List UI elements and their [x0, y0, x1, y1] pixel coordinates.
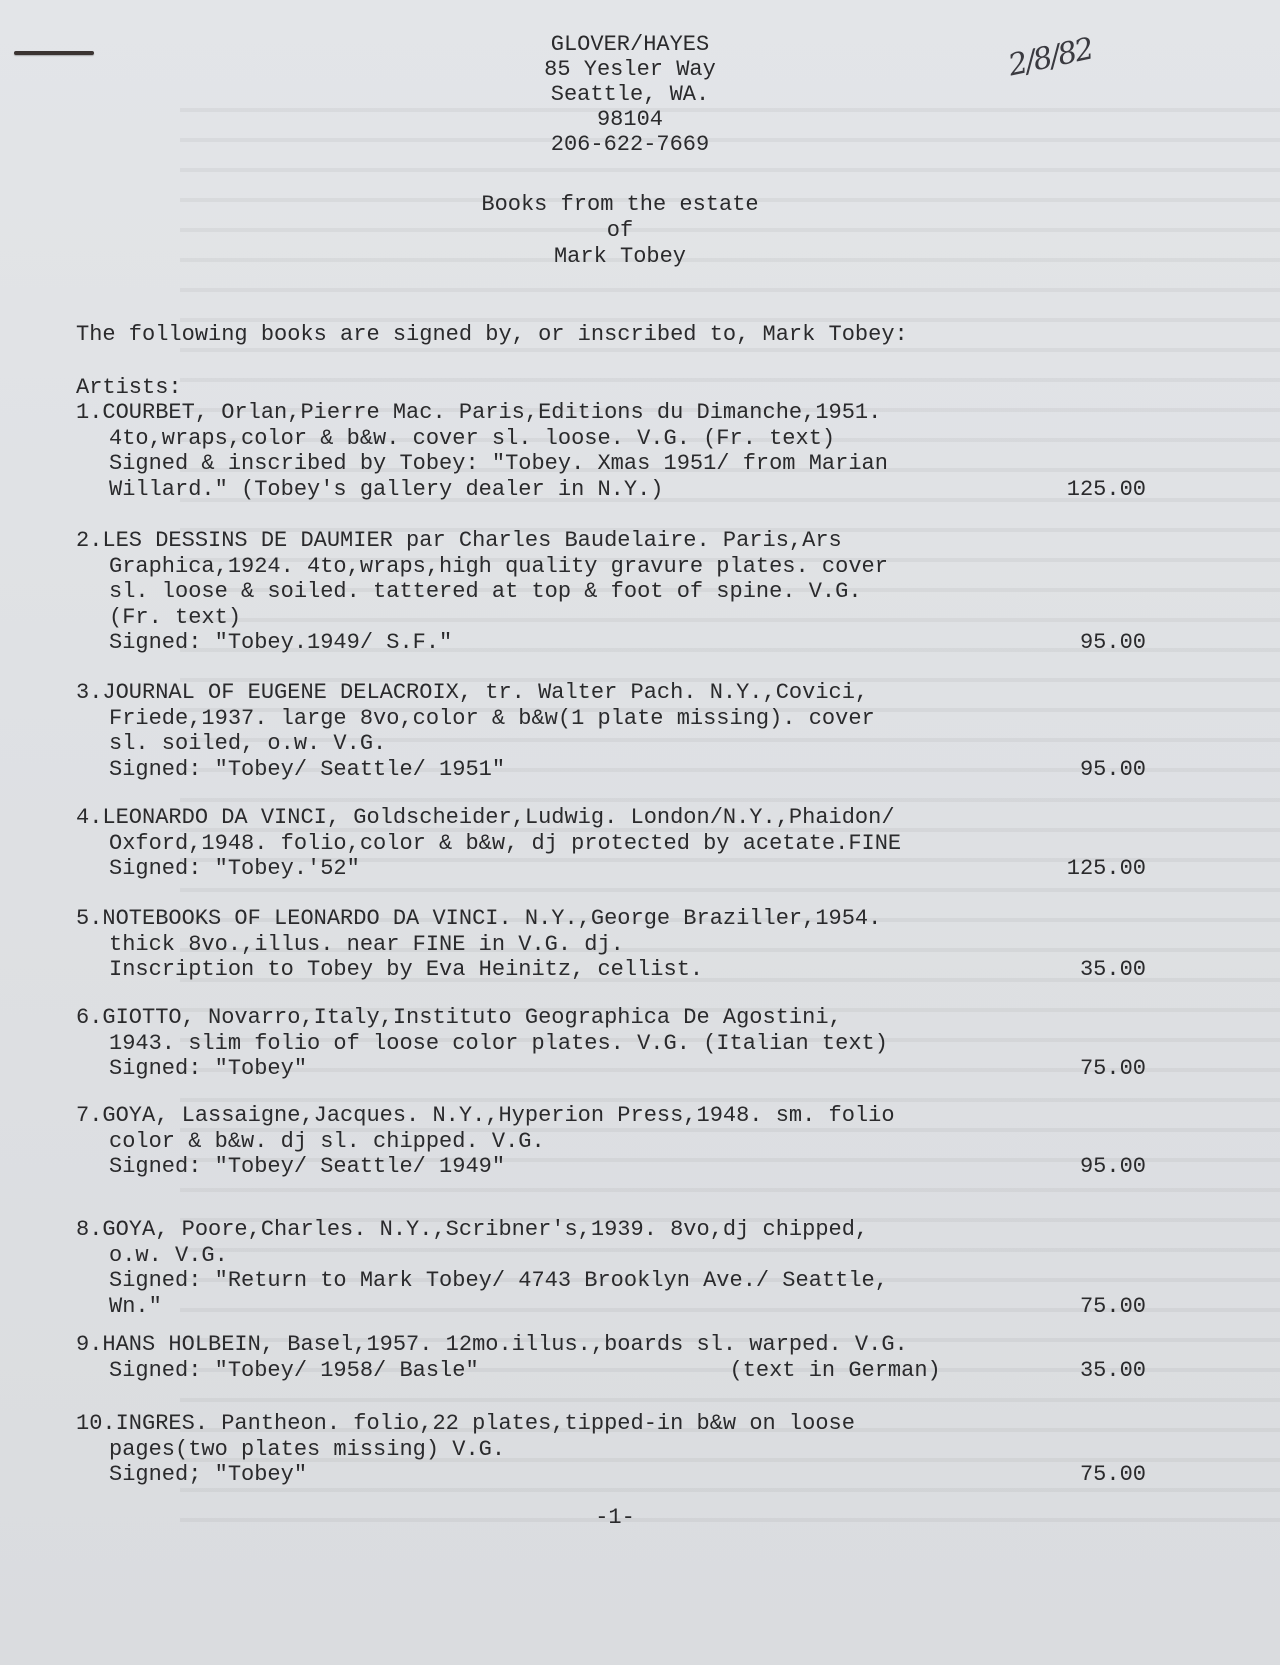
entry-number: 10.	[76, 1411, 116, 1436]
entry-detail-line	[76, 932, 1146, 958]
entry-price: 35.00	[1079, 1357, 1146, 1383]
entry-text: Signed & inscribed by Tobey: "Tobey. Xmas 1951/ from Marian	[109, 451, 888, 476]
entry-text: 4to,wraps,color & b&w. cover sl. loose. V.G. (Fr. text)	[109, 425, 836, 451]
street-address: 85 Yesler Way	[544, 57, 716, 82]
entry-title-line	[76, 1332, 1146, 1358]
letterhead	[0, 32, 1280, 157]
entry-title-line	[76, 528, 1146, 554]
entry-price: 125.00	[1066, 856, 1146, 881]
title-line-3: Mark Tobey	[553, 244, 687, 269]
catalog-entry	[76, 400, 1146, 502]
entry-detail-line	[76, 1294, 1146, 1320]
entry-text: o.w. V.G.	[109, 1242, 228, 1268]
entry-text: Signed: "Tobey/ Seattle/ 1951"	[109, 756, 506, 782]
intro-text: The following books are signed by, or inscribed to, Mark Tobey:	[76, 322, 908, 347]
entry-text: (Fr. text)	[109, 604, 242, 630]
handwritten-date: 2/8/82	[1005, 31, 1096, 84]
entry-detail-line	[76, 1129, 1146, 1155]
entry-title-line	[76, 680, 1146, 706]
entry-title-line	[76, 1217, 1146, 1243]
entry-number: 9.	[76, 1332, 103, 1357]
entry-text: Signed: "Tobey.'52"	[109, 856, 360, 881]
entry-price: 75.00	[1079, 1056, 1146, 1081]
entry-text: GOYA, Poore,Charles. N.Y.,Scribner's,1939. 8vo,dj chipped,	[102, 1217, 869, 1242]
entry-number: 5.	[76, 906, 103, 931]
entry-number: 6.	[76, 1005, 103, 1030]
entry-text: color & b&w. dj sl. chipped. V.G.	[109, 1128, 545, 1154]
entry-text: pages(two plates missing) V.G.	[109, 1436, 506, 1462]
entry-detail-line	[76, 1358, 1146, 1384]
entry-price: 95.00	[1079, 756, 1146, 782]
entry-text: Signed: "Tobey"	[109, 1056, 308, 1081]
entry-detail-line	[76, 1056, 1146, 1082]
document-title	[0, 192, 1280, 270]
entry-price: 95.00	[1079, 630, 1146, 655]
entry-detail-line	[76, 831, 1146, 857]
entry-detail-line	[76, 1031, 1146, 1057]
entry-number: 1.	[76, 400, 103, 425]
city-state: Seattle, WA.	[550, 82, 710, 107]
entry-detail-line	[76, 554, 1146, 580]
catalog-entry	[76, 1103, 1146, 1180]
zip-code: 98104	[596, 107, 663, 132]
entry-text: LEONARDO DA VINCI, Goldscheider,Ludwig. London/N.Y.,Phaidon/	[102, 805, 895, 830]
entry-text: COURBET, Orlan,Pierre Mac. Paris,Editions du Dimanche,1951.	[102, 400, 882, 425]
entry-text: 1943. slim folio of loose color plates. V.G. (Italian text)	[109, 1030, 888, 1056]
entry-text: Friede,1937. large 8vo,color & b&w(1 plate missing). cover	[109, 705, 875, 731]
entry-title-line	[76, 1411, 1146, 1437]
entry-price: 75.00	[1079, 1293, 1146, 1319]
company-name: GLOVER/HAYES	[550, 32, 710, 57]
entry-price: 35.00	[1079, 957, 1146, 982]
entry-detail-line	[76, 1462, 1146, 1488]
catalog-entry	[76, 1411, 1146, 1488]
entry-title-line	[76, 1103, 1146, 1129]
entry-detail-line	[76, 1437, 1146, 1463]
entry-text: Oxford,1948. folio,color & b&w, dj protected by acetate.FINE	[109, 830, 902, 856]
entry-text: Signed: "Tobey/ Seattle/ 1949"	[109, 1154, 506, 1179]
entry-number: 7.	[76, 1103, 103, 1128]
entry-detail-line	[76, 451, 1146, 477]
entry-detail-line	[76, 706, 1146, 732]
entry-text: Willard." (Tobey's gallery dealer in N.Y.)	[109, 476, 664, 502]
catalog-entry	[76, 680, 1146, 782]
entry-title-line	[76, 906, 1146, 932]
entry-detail-line	[76, 856, 1146, 882]
entry-text: Wn."	[109, 1293, 162, 1319]
section-label-artists: Artists:	[76, 375, 182, 400]
entry-text: GIOTTO, Novarro,Italy,Instituto Geographica De Agostini,	[102, 1005, 842, 1030]
entry-detail-line	[76, 630, 1146, 656]
entry-text: GOYA, Lassaigne,Jacques. N.Y.,Hyperion Press,1948. sm. folio	[102, 1103, 895, 1128]
catalog-entry	[76, 1005, 1146, 1082]
entry-detail-line	[76, 605, 1146, 631]
entry-number: 2.	[76, 528, 103, 553]
catalog-entry	[76, 906, 1146, 983]
entry-detail-line	[76, 477, 1146, 503]
entry-title-line	[76, 1005, 1146, 1031]
entry-detail-line	[76, 579, 1146, 605]
entry-text: NOTEBOOKS OF LEONARDO DA VINCI. N.Y.,George Braziller,1954.	[102, 906, 882, 931]
entry-detail-line	[76, 731, 1146, 757]
entry-detail-line	[76, 1268, 1146, 1294]
entry-title-line	[76, 805, 1146, 831]
entry-detail-line	[76, 1154, 1146, 1180]
entry-text: sl. soiled, o.w. V.G.	[109, 731, 387, 756]
entry-text: Signed: "Tobey/ 1958/ Basle" (text in German)	[109, 1357, 941, 1383]
entry-text: thick 8vo.,illus. near FINE in V.G. dj.	[109, 931, 624, 957]
entry-text: JOURNAL OF EUGENE DELACROIX, tr. Walter Pach. N.Y.,Covici,	[102, 680, 869, 705]
catalog-entry	[76, 1332, 1146, 1383]
entry-text: LES DESSINS DE DAUMIER par Charles Baudelaire. Paris,Ars	[102, 528, 842, 553]
entry-detail-line	[76, 957, 1146, 983]
entry-detail-line	[76, 1243, 1146, 1269]
entry-text: Graphica,1924. 4to,wraps,high quality gravure plates. cover	[109, 553, 888, 579]
entry-text: HANS HOLBEIN, Basel,1957. 12mo.illus.,boards sl. warped. V.G.	[102, 1332, 908, 1357]
catalog-entry	[76, 805, 1146, 882]
entry-text: Signed: "Return to Mark Tobey/ 4743 Brooklyn Ave./ Seattle,	[109, 1268, 888, 1293]
entry-text: Signed; "Tobey"	[109, 1462, 308, 1487]
entry-text: Inscription to Tobey by Eva Heinitz, cellist.	[109, 957, 704, 982]
entry-number: 3.	[76, 680, 103, 705]
entry-detail-line	[76, 757, 1146, 783]
entry-number: 8.	[76, 1217, 103, 1242]
catalog-entry	[76, 1217, 1146, 1319]
entry-price: 125.00	[1066, 476, 1146, 502]
entry-title-line	[76, 400, 1146, 426]
entry-price: 75.00	[1079, 1462, 1146, 1487]
entry-text: sl. loose & soiled. tattered at top & foot of spine. V.G.	[109, 579, 862, 604]
phone-number: 206-622-7669	[550, 132, 710, 157]
page-number: -1-	[595, 1505, 635, 1530]
entry-price: 95.00	[1079, 1154, 1146, 1179]
page-footer	[0, 1505, 1280, 1530]
entry-text: INGRES. Pantheon. folio,22 plates,tipped-in b&w on loose	[115, 1411, 855, 1436]
entry-text: Signed: "Tobey.1949/ S.F."	[109, 630, 453, 655]
title-line-2: of	[606, 218, 634, 243]
catalog-entry	[76, 528, 1146, 656]
entry-number: 4.	[76, 805, 103, 830]
entry-detail-line	[76, 426, 1146, 452]
title-line-1: Books from the estate	[481, 192, 759, 217]
